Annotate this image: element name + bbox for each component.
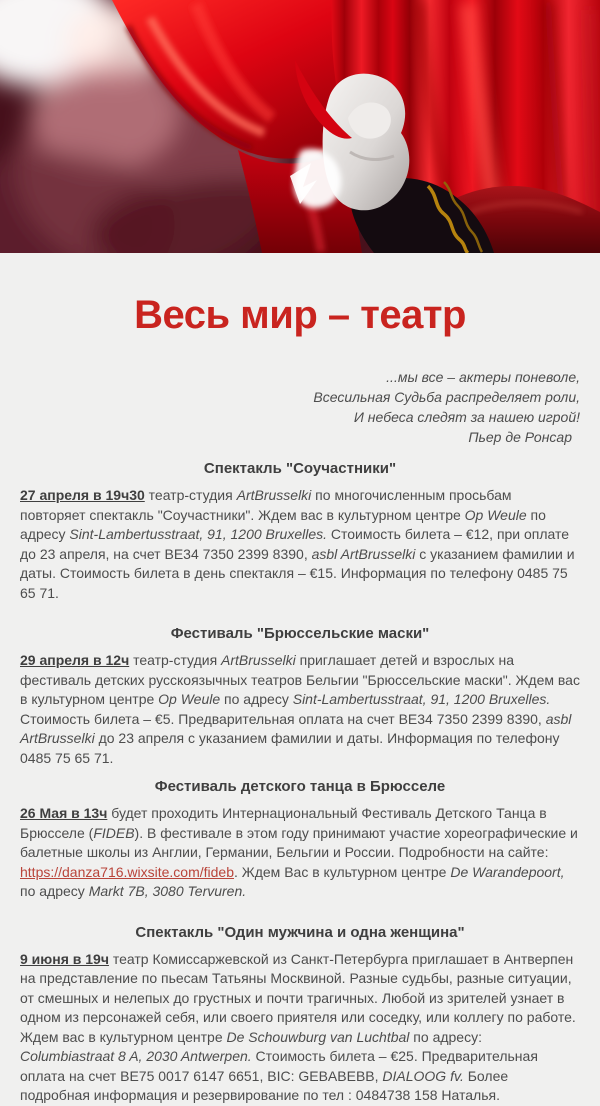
text-run: по адресу <box>20 506 546 542</box>
text-run: ). В фестивале в этом году принимают участие хореографические и балетные школы из Англии, Германии, Бельгии и России. Подробности на сайте: <box>20 824 578 860</box>
text-run: театр Комиссаржевской из Санкт-Петербурга приглашает в Антверпен на представление по пьесам Татьяны Москвиной. Разные судьбы, разные ситуации, от смешных и нелепых до грустных и почти трагичных. Любой из зрителей узнает в одном из персонажей себя, или своего приятеля или соседку, или коллегу по работе. <box>20 950 576 1025</box>
text-run: De Warandepoort, <box>450 863 565 880</box>
text-run: asbl ArtBrusselki <box>20 710 572 746</box>
text-run: будет проходить Интернациональный Фестиваль Детского Танца в Брюсселе ( <box>20 805 547 841</box>
event-sections <box>20 459 580 1106</box>
text-run: театр-студия <box>129 652 222 668</box>
text-run: по адресу <box>20 883 89 899</box>
section-body <box>20 950 580 1106</box>
text-run: Op Weule <box>158 691 221 707</box>
event-date: 26 Мая в 13ч <box>20 805 108 821</box>
text-run: ArtBrusselki <box>221 652 296 668</box>
section-title: Спектакль "Один мужчина и одна женщина" <box>135 923 465 941</box>
page-title: Весь мир – театр <box>134 293 466 337</box>
text-run: Стоимость билета – €12, при оплате до 23 апреля, на счет BE34 7350 2399 8390, <box>20 526 570 562</box>
text-run: Columbiastraat 8 A, 2030 Antwerpen. <box>20 1048 252 1064</box>
text-run: с указанием фамилии и даты. Стоимость билета в день спектакля – €15. Информация по телефону 0485 75 65 71. <box>20 545 575 601</box>
section-title: Фестиваль детского танца в Брюсселе <box>154 778 446 795</box>
epigraph <box>20 367 580 447</box>
epigraph-line: ...мы все – актеры поневоле, <box>386 369 580 385</box>
text-run: Markt 7B, 3080 Tervuren. <box>88 883 247 899</box>
text-run: приглашает детей и взрослых на фестиваль детских русскоязычных театров Бельгии "Брюссельские маски". Ждем вас в культурном центре <box>20 652 580 707</box>
newsletter-body <box>0 293 600 1106</box>
text-run: FIDEB <box>93 824 135 841</box>
text-run: Стоимость билета – €5. Предварительная оплата на счет BE34 7350 2399 8390, <box>20 710 546 727</box>
text-run: до 23 апреля с указанием фамилии и даты. Информация по телефону 0485 75 65 71. <box>20 730 560 766</box>
text-run: по многочисленным просьбам повторяет спектакль "Соучастники". Ждем вас в культурном центре <box>20 487 512 523</box>
theater-curtain-illustration <box>0 0 600 253</box>
text-run: Op Weule <box>464 506 527 523</box>
event-date: 9 июня в 19ч <box>20 950 109 967</box>
section-body <box>20 486 580 603</box>
section-title: Фестиваль "Брюссельские маски" <box>170 625 430 642</box>
event-date: 27 апреля в 19ч30 <box>20 487 145 503</box>
fideb-link[interactable]: https://danza716.wixsite.com/fideb <box>20 863 235 880</box>
event-section <box>20 923 580 1106</box>
section-title: Спектакль "Соучастники" <box>203 460 397 477</box>
epigraph-author: Пьер де Ронсар <box>468 429 572 445</box>
text-run: по адресу <box>220 691 293 707</box>
text-run: . Ждем Вас в культурном центре <box>234 863 451 880</box>
section-body <box>20 651 580 768</box>
section-body <box>20 804 580 902</box>
text-run: по адресу: <box>409 1028 482 1045</box>
event-section <box>20 459 580 603</box>
epigraph-line: И небеса следят за нашею игрой! <box>353 409 580 425</box>
text-run: De Schouwburg van Luchtbal <box>226 1028 410 1045</box>
text-run: Sint-Lambertusstraat, 91, 1200 Bruxelles. <box>292 691 551 707</box>
event-date: 29 апреля в 12ч <box>20 652 130 668</box>
event-section <box>20 624 580 768</box>
text-run: Ждем вас в культурном центре <box>20 1028 227 1045</box>
text-run: театр-студия <box>144 487 237 503</box>
epigraph-line: Всесильная Судьба распределяет роли, <box>313 389 580 405</box>
text-run: Более подробная информация и резервирование по тел : 0484738 158 Наталья. <box>20 1067 509 1103</box>
text-run: asbl ArtBrusselki <box>311 545 416 562</box>
text-run: Стоимость билета – €25. Предварительная оплата на счет BE75 0017 6147 6651, BIC: GEBABEBB, <box>20 1048 538 1084</box>
text-run: ArtBrusselki <box>236 487 312 503</box>
hero-image <box>0 0 600 253</box>
text-run: DIALOOG fv. <box>382 1067 464 1084</box>
text-run: Sint-Lambertusstraat, 91, 1200 Bruxelles. <box>69 526 327 542</box>
event-section <box>20 777 580 902</box>
